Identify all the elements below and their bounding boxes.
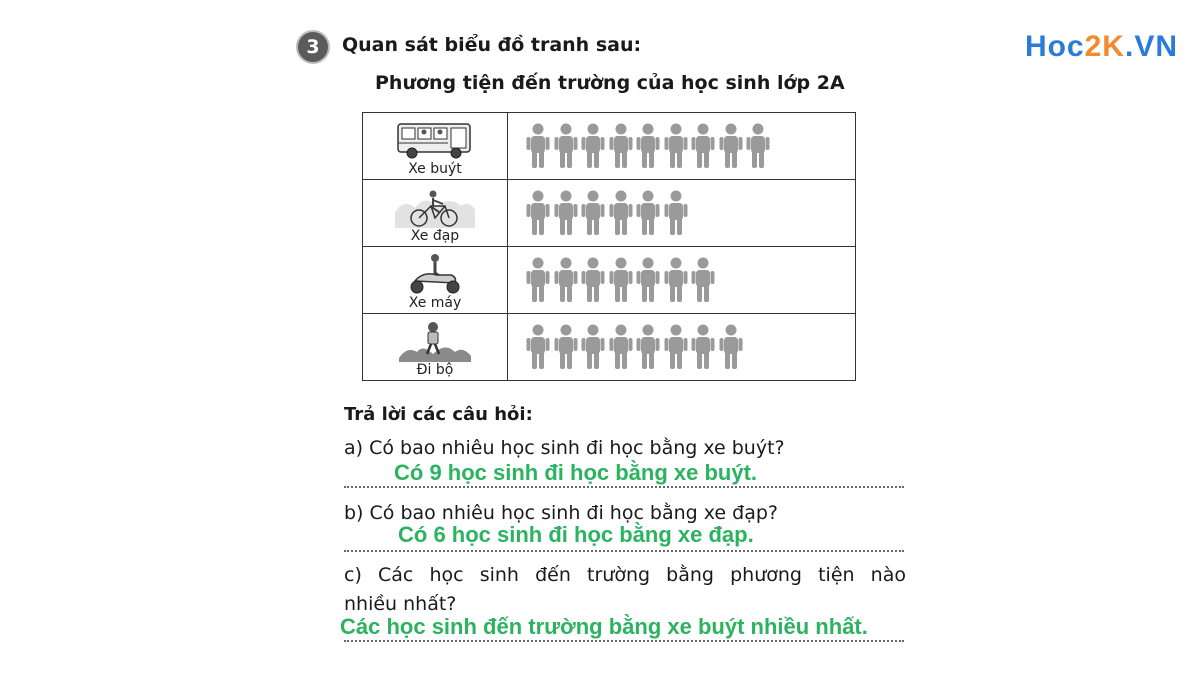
student-icon bbox=[636, 190, 660, 236]
student-icon bbox=[554, 257, 578, 303]
people-cell bbox=[508, 113, 856, 180]
logo-part-vn: .VN bbox=[1124, 30, 1178, 63]
student-icon bbox=[719, 324, 743, 370]
people-row-bicycle bbox=[526, 190, 855, 236]
student-icon bbox=[526, 190, 550, 236]
student-icon bbox=[636, 324, 660, 370]
exercise-instruction: Quan sát biểu đồ tranh sau: bbox=[342, 34, 642, 56]
site-logo[interactable] bbox=[1025, 30, 1178, 64]
student-icon bbox=[664, 123, 688, 169]
student-icon bbox=[526, 123, 550, 169]
answer-line-b bbox=[344, 550, 904, 552]
student-icon bbox=[581, 324, 605, 370]
student-icon bbox=[609, 123, 633, 169]
people-row-motorbike bbox=[526, 257, 855, 303]
student-icon bbox=[636, 257, 660, 303]
vehicle-label: Đi bộ bbox=[416, 362, 454, 378]
logo-part-hoc: Hoc bbox=[1024, 30, 1085, 63]
picture-chart-table bbox=[362, 112, 856, 381]
question-b: b) Có bao nhiêu học sinh đi học bằng xe đạp? bbox=[344, 502, 779, 524]
answer-a: Có 9 học sinh đi học bằng xe buýt. bbox=[394, 460, 758, 485]
student-icon bbox=[719, 123, 743, 169]
exercise-number-badge: 3 bbox=[296, 30, 330, 64]
student-icon bbox=[554, 324, 578, 370]
people-cell bbox=[508, 180, 856, 247]
student-icon bbox=[526, 324, 550, 370]
motorbike-icon bbox=[403, 253, 467, 295]
people-row-walking bbox=[526, 324, 855, 370]
vehicle-cell bbox=[363, 247, 508, 314]
people-row-bus bbox=[526, 123, 855, 169]
student-icon bbox=[609, 324, 633, 370]
people-cell bbox=[508, 247, 856, 314]
student-icon bbox=[664, 257, 688, 303]
chart-row-bicycle bbox=[363, 180, 856, 247]
student-icon bbox=[746, 123, 770, 169]
chart-row-motorbike bbox=[363, 247, 856, 314]
question-a: a) Có bao nhiêu học sinh đi học bằng xe buýt? bbox=[344, 437, 785, 459]
question-c-line1: c) Các học sinh đến trường bằng phương tiện nào bbox=[344, 564, 906, 586]
vehicle-label: Xe máy bbox=[408, 295, 462, 311]
student-icon bbox=[609, 190, 633, 236]
student-icon bbox=[581, 190, 605, 236]
answer-line-a bbox=[344, 486, 904, 488]
student-icon bbox=[691, 257, 715, 303]
vehicle-label: Xe buýt bbox=[408, 161, 462, 177]
student-icon bbox=[664, 324, 688, 370]
answer-line-c bbox=[344, 640, 904, 642]
student-icon bbox=[664, 190, 688, 236]
student-icon bbox=[554, 123, 578, 169]
student-icon bbox=[691, 123, 715, 169]
chart-row-bus bbox=[363, 113, 856, 180]
student-icon bbox=[609, 257, 633, 303]
vehicle-cell bbox=[363, 314, 508, 381]
student-icon bbox=[691, 324, 715, 370]
student-icon bbox=[636, 123, 660, 169]
student-icon bbox=[581, 257, 605, 303]
people-cell bbox=[508, 314, 856, 381]
chart-title: Phương tiện đến trường của học sinh lớp 2A bbox=[375, 72, 845, 94]
answer-b: Có 6 học sinh đi học bằng xe đạp. bbox=[398, 522, 754, 547]
bicycle-icon bbox=[395, 188, 475, 228]
chart-row-walking bbox=[363, 314, 856, 381]
walking-child-icon bbox=[399, 320, 471, 362]
vehicle-cell bbox=[363, 113, 508, 180]
question-c-line2: nhiều nhất? bbox=[344, 593, 457, 615]
student-icon bbox=[554, 190, 578, 236]
student-icon bbox=[526, 257, 550, 303]
bus-icon bbox=[396, 121, 474, 161]
logo-part-2k: 2K bbox=[1084, 30, 1125, 63]
answer-c: Các học sinh đến trường bằng xe buýt nhiều nhất. bbox=[340, 614, 868, 639]
questions-heading: Trả lời các câu hỏi: bbox=[344, 404, 533, 425]
vehicle-label: Xe đạp bbox=[410, 228, 460, 244]
student-icon bbox=[581, 123, 605, 169]
vehicle-cell bbox=[363, 180, 508, 247]
